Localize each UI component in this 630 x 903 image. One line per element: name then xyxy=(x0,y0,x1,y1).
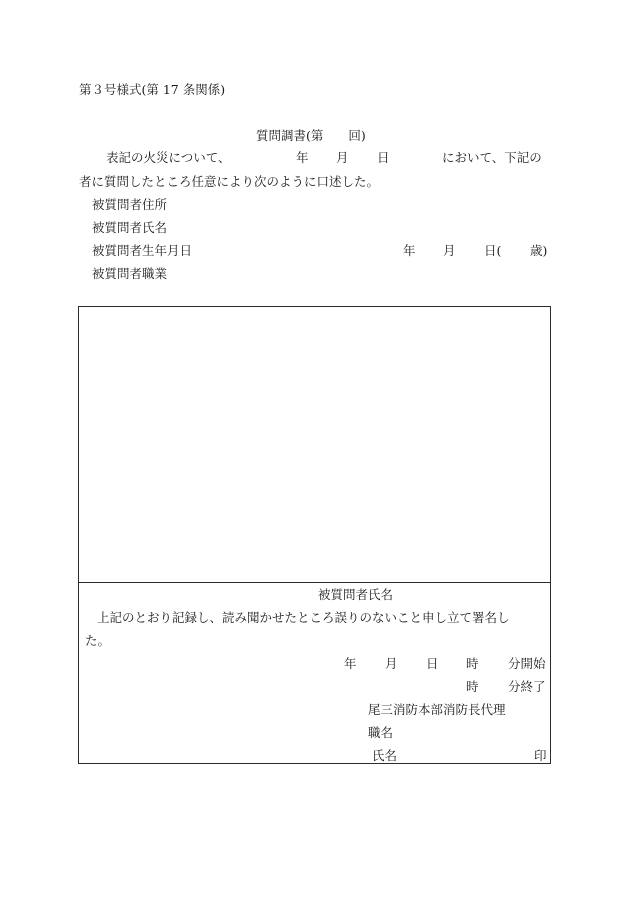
occupation-label: 被質問者職業 xyxy=(92,266,168,281)
occupation-row xyxy=(79,266,551,282)
name-label: 被質問者氏名 xyxy=(92,220,168,235)
statement-box xyxy=(78,306,551,764)
officer-name-row xyxy=(79,748,550,764)
birthdate-row xyxy=(79,243,551,259)
end-minute-label: 分終了 xyxy=(508,679,546,694)
box-divider xyxy=(79,582,550,583)
intro-day-label: 日 xyxy=(377,150,390,165)
job-title-label: 職名 xyxy=(368,725,394,740)
start-minute-label: 分開始 xyxy=(508,656,546,671)
address-row xyxy=(79,197,551,213)
birth-year-label: 年 xyxy=(403,243,416,258)
intro-text-suffix: において、下記の xyxy=(442,150,542,165)
birthdate-label: 被質問者生年月日 xyxy=(92,243,193,258)
confirmation-text-line-1: 上記のとおり記録し、読み聞かせたところ誤りのないこと申し立て署名し xyxy=(97,610,510,625)
signer-name-label: 被質問者氏名 xyxy=(318,587,394,602)
intro-year-label: 年 xyxy=(296,150,309,165)
end-hour-label: 時 xyxy=(466,679,479,694)
intro-line-2: 者に質問したところ任意により次のように口述した。 xyxy=(79,174,380,189)
sign-month-label: 月 xyxy=(385,656,398,671)
name-row xyxy=(79,220,551,236)
age-unit-label: 歳) xyxy=(530,243,548,258)
form-number: 第３号様式(第 17 条関係) xyxy=(79,82,226,97)
seal-mark: 印 xyxy=(534,748,547,763)
datetime-start-row xyxy=(79,656,550,672)
start-hour-label: 時 xyxy=(466,656,479,671)
intro-month-label: 月 xyxy=(336,150,349,165)
birth-day-label: 日( xyxy=(484,243,502,258)
address-label: 被質問者住所 xyxy=(92,197,168,212)
officer-name-label: 氏名 xyxy=(372,748,398,763)
document-title: 質問調書(第 回) xyxy=(256,128,366,143)
sign-day-label: 日 xyxy=(426,656,439,671)
birth-month-label: 月 xyxy=(443,243,456,258)
office-name: 尾三消防本部消防長代理 xyxy=(368,702,506,717)
statement-area xyxy=(79,307,550,582)
confirmation-text-line-2: た。 xyxy=(85,633,111,648)
intro-text: 表記の火災について、 xyxy=(106,150,231,165)
datetime-end-row xyxy=(79,679,550,695)
sign-year-label: 年 xyxy=(344,656,357,671)
